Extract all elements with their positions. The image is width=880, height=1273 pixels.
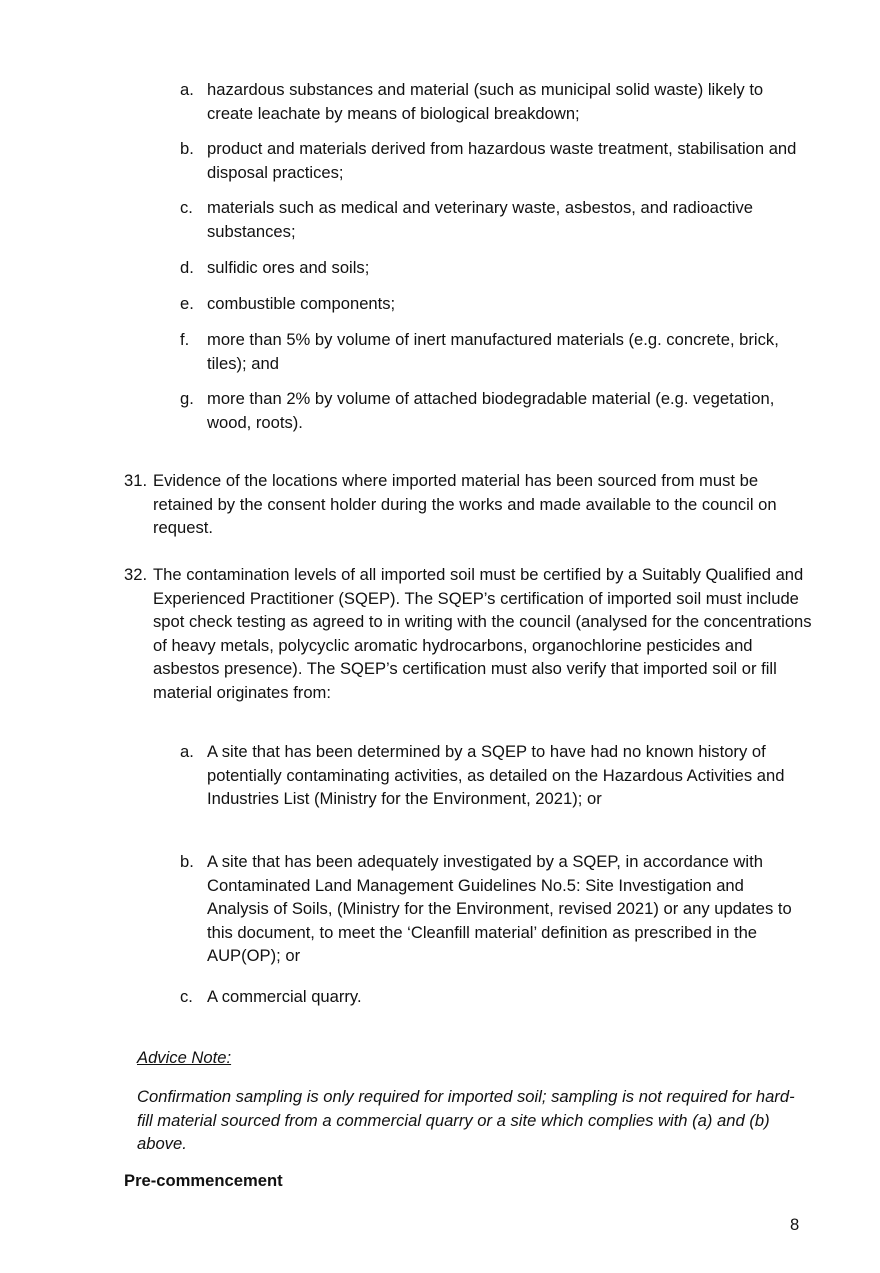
list-marker: c.	[180, 987, 193, 1006]
list-item-text: materials such as medical and veterinary waste, asbestos, and radioactive substances;	[207, 198, 754, 241]
page-number: 8	[790, 1215, 800, 1234]
list-marker: a.	[180, 80, 194, 99]
list-item-text: A site that has been determined by a SQEP to have had no known history of potentially contaminating activities, as detailed on the Hazardous Activities and Industries List (Ministry for the Environment, 2021); or	[207, 742, 785, 808]
source-item-a	[180, 740, 800, 811]
list-marker: c.	[180, 198, 193, 217]
list-item-text: more than 5% by volume of inert manufactured materials (e.g. concrete, brick, tiles); and	[207, 330, 779, 373]
list-item-f	[180, 328, 800, 375]
section-heading: Pre-commencement	[124, 1171, 283, 1190]
condition-31	[124, 469, 814, 540]
advice-note-heading: Advice Note:	[137, 1048, 232, 1067]
list-marker: b.	[180, 139, 194, 158]
list-item-a	[180, 78, 800, 125]
list-item-text: product and materials derived from hazardous waste treatment, stabilisation and disposal practices;	[207, 139, 797, 182]
list-item-d	[180, 256, 800, 280]
list-item-text: A site that has been adequately investigated by a SQEP, in accordance with Contaminated Land Management Guidelines No.5: Site Investigation and Analysis of Soils, (Ministry for the Environment, revised 2021) or any updates to this document, to meet the ‘Cleanfill material’ definition as prescribed in the AUP(OP); or	[207, 852, 792, 965]
list-item-text: more than 2% by volume of attached biodegradable material (e.g. vegetation, wood, roots).	[207, 389, 775, 432]
source-item-c	[180, 985, 800, 1009]
list-marker: d.	[180, 258, 194, 277]
condition-text: The contamination levels of all imported soil must be certified by a Suitably Qualified and Experienced Practitioner (SQEP). The SQEP’s certification of imported soil must include spot check testing as agreed to in writing with the council (analysed for the concentrations of heavy metals, polycyclic aromatic hydrocarbons, organochlorine pesticides and asbestos presence). The SQEP’s certification must also verify that imported soil or fill material originates from:	[153, 565, 812, 702]
condition-text: Evidence of the locations where imported material has been sourced from must be retained by the consent holder during the works and made available to the council on request.	[153, 471, 777, 537]
list-item-b	[180, 137, 800, 184]
list-marker: a.	[180, 742, 194, 761]
list-marker: b.	[180, 852, 194, 871]
condition-32	[124, 563, 814, 704]
list-item-text: hazardous substances and material (such as municipal solid waste) likely to create leachate by means of biological breakdown;	[207, 80, 764, 123]
list-item-c	[180, 196, 800, 243]
source-item-b	[180, 850, 800, 968]
list-item-e	[180, 292, 800, 316]
list-marker: e.	[180, 294, 194, 313]
list-item-text: sulfidic ores and soils;	[207, 258, 370, 277]
condition-number: 32.	[124, 565, 148, 584]
condition-number: 31.	[124, 471, 148, 490]
list-item-g	[180, 387, 800, 434]
list-item-text: A commercial quarry.	[207, 987, 362, 1006]
advice-note-body: Confirmation sampling is only required for imported soil; sampling is not required for hard-fill material sourced from a commercial quarry or a site which complies with (a) and (b) above.	[137, 1087, 795, 1153]
list-marker: f.	[180, 330, 190, 349]
list-marker: g.	[180, 389, 194, 408]
list-item-text: combustible components;	[207, 294, 396, 313]
